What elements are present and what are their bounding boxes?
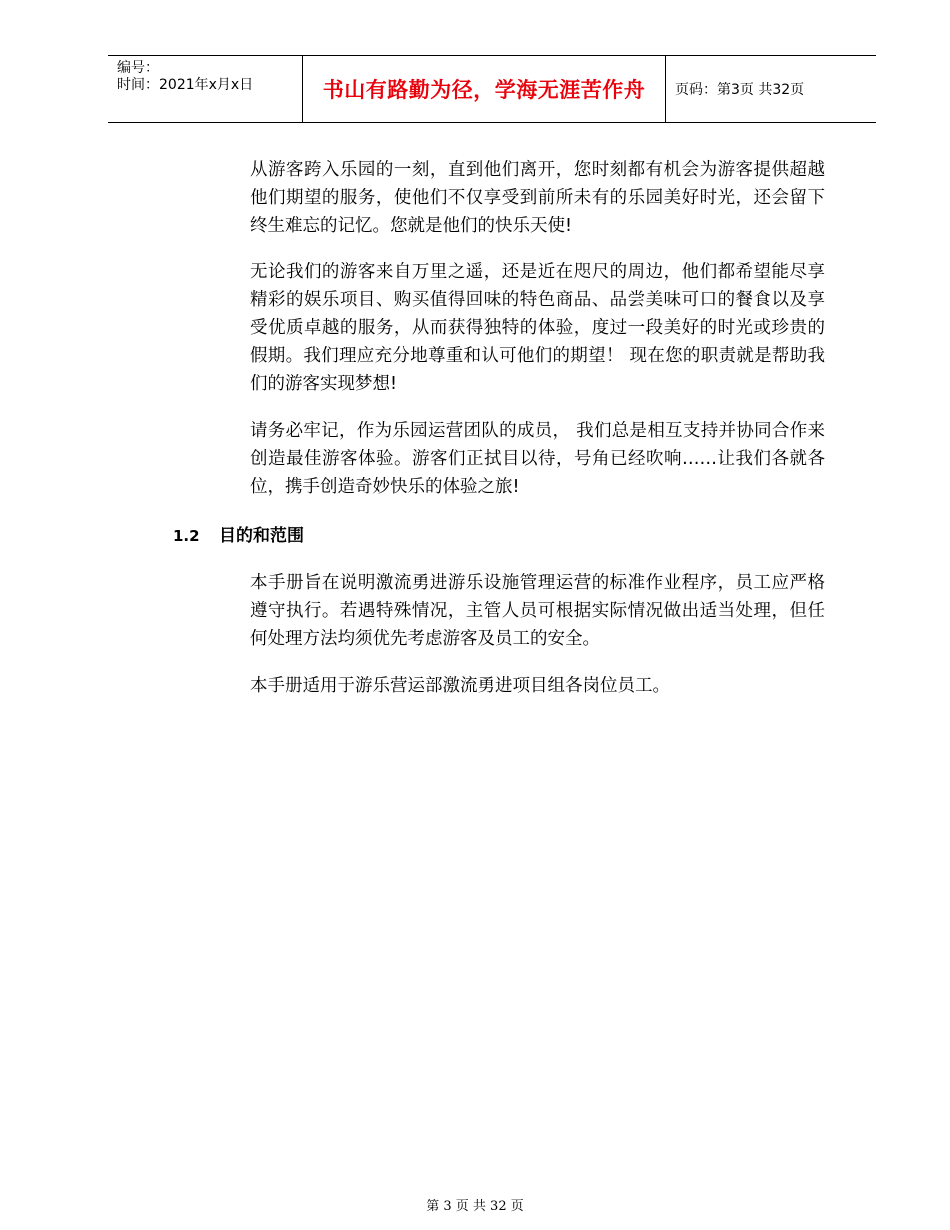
- page-header: [108, 55, 876, 123]
- page-footer: 第 3 页 共 32 页: [426, 1199, 524, 1214]
- header-motto: 书山有路勤为径，学海无涯苦作舟: [302, 56, 666, 122]
- section-number: 1.2: [173, 527, 200, 545]
- intro-paragraph-1: 从游客跨入乐园的一刻，直到他们离开，您时刻都有机会为游客提供超越他们期望的服务，使他们不仅享受到前所未有的乐园美好时光，还会留下终生难忘的记忆。您就是他们的快乐天使!: [250, 160, 825, 236]
- intro-paragraph-2: 无论我们的游客来自万里之遥，还是近在咫尺的周边，他们都希望能尽享精彩的娱乐项目、购买值得回味的特色商品、品尝美味可口的餐食以及享受优质卓越的服务，从而获得独特的体验，度过一段美好的时光或珍贵的假期。我们理应充分地尊重和认可他们的期望！ 现在您的职责就是帮助我们的游客实现梦想!: [250, 262, 825, 394]
- intro-paragraph-3: 请务必牢记，作为乐园运营团队的成员， 我们总是相互支持并协同合作来创造最佳游客体验。游客们正拭目以待，号角已经吹响……让我们各就各位，携手创造奇妙快乐的体验之旅!: [250, 421, 825, 497]
- section-paragraph-1: 本手册旨在说明激流勇进游乐设施管理运营的标准作业程序，员工应严格遵守执行。若遇特殊情况，主管人员可根据实际情况做出适当处理，但任何处理方法均须优先考虑游客及员工的安全。: [250, 573, 825, 649]
- section-heading: [173, 522, 304, 550]
- section-paragraph-2: 本手册适用于游乐营运部激流勇进项目组各岗位员工。: [250, 676, 670, 696]
- header-page-info: 页码：第3页 共32页: [675, 82, 805, 98]
- section-title: 目的和范围: [219, 526, 304, 546]
- date-label: 时间：2021年x月x日: [117, 77, 254, 93]
- header-meta: [108, 56, 302, 122]
- serial-label: 编号：: [117, 60, 159, 76]
